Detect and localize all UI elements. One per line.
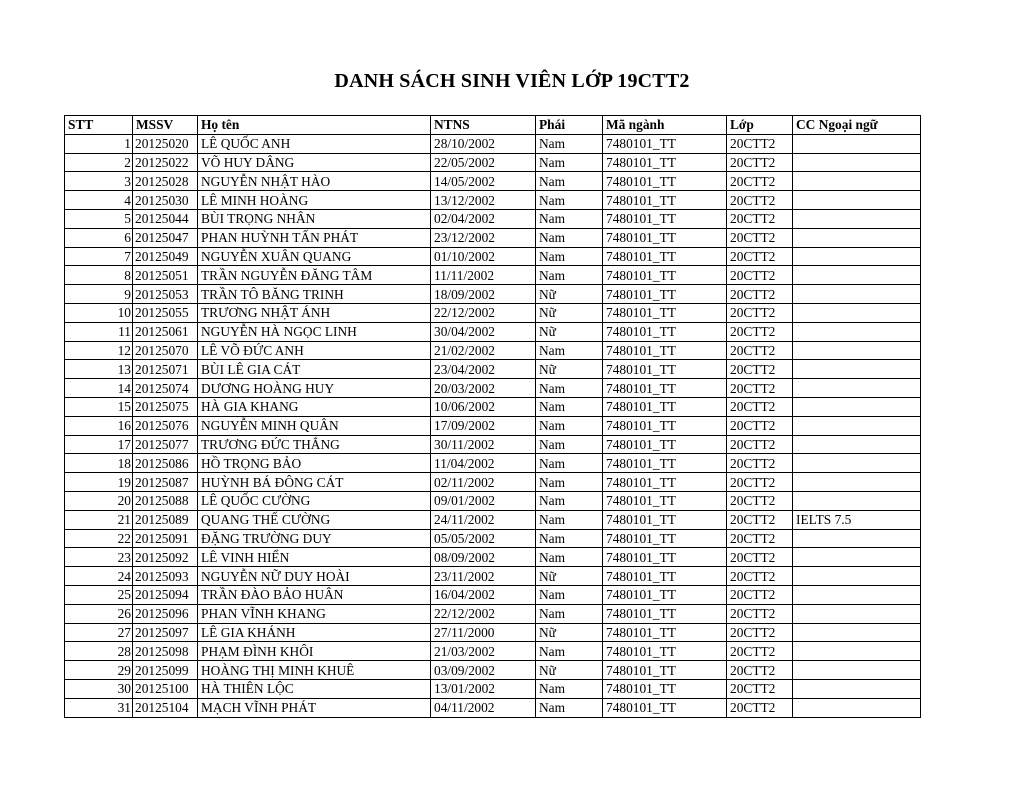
cell-lop: 20CTT2 (727, 397, 793, 416)
cell-ho-ten: LÊ QUỐC CƯỜNG (198, 491, 431, 510)
cell-ntns: 22/12/2002 (431, 303, 536, 322)
cell-ho-ten: NGUYỄN MINH QUÂN (198, 416, 431, 435)
cell-cc-ngoai-ngu (793, 567, 921, 586)
cell-ho-ten: VÕ HUY DÂNG (198, 153, 431, 172)
cell-ho-ten: HOÀNG THỊ MINH KHUÊ (198, 661, 431, 680)
cell-ntns: 22/12/2002 (431, 604, 536, 623)
cell-ho-ten: LÊ MINH HOÀNG (198, 191, 431, 210)
cell-ntns: 08/09/2002 (431, 548, 536, 567)
cell-phai: Nữ (536, 303, 603, 322)
cell-ho-ten: LÊ GIA KHÁNH (198, 623, 431, 642)
cell-ma-nganh: 7480101_TT (603, 529, 727, 548)
cell-cc-ngoai-ngu (793, 153, 921, 172)
cell-cc-ngoai-ngu (793, 228, 921, 247)
table-row (65, 191, 921, 210)
cell-ho-ten: NGUYỄN NHẬT HÀO (198, 172, 431, 191)
cell-cc-ngoai-ngu (793, 585, 921, 604)
cell-mssv: 20125075 (133, 397, 198, 416)
cell-ma-nganh: 7480101_TT (603, 379, 727, 398)
table-row (65, 435, 921, 454)
cell-ho-ten: HUỲNH BÁ ĐÔNG CÁT (198, 473, 431, 492)
cell-ho-ten: NGUYỄN XUÂN QUANG (198, 247, 431, 266)
cell-lop: 20CTT2 (727, 134, 793, 153)
cell-ho-ten: HỒ TRỌNG BẢO (198, 454, 431, 473)
cell-mssv: 20125074 (133, 379, 198, 398)
cell-cc-ngoai-ngu (793, 134, 921, 153)
cell-phai: Nam (536, 698, 603, 717)
cell-ma-nganh: 7480101_TT (603, 661, 727, 680)
cell-lop: 20CTT2 (727, 416, 793, 435)
table-row (65, 585, 921, 604)
cell-stt: 16 (65, 416, 133, 435)
cell-stt: 2 (65, 153, 133, 172)
cell-ma-nganh: 7480101_TT (603, 191, 727, 210)
cell-lop: 20CTT2 (727, 661, 793, 680)
cell-lop: 20CTT2 (727, 435, 793, 454)
col-header-mssv: MSSV (133, 116, 198, 135)
cell-cc-ngoai-ngu (793, 341, 921, 360)
cell-lop: 20CTT2 (727, 303, 793, 322)
cell-phai: Nữ (536, 322, 603, 341)
cell-mssv: 20125099 (133, 661, 198, 680)
cell-lop: 20CTT2 (727, 247, 793, 266)
cell-ma-nganh: 7480101_TT (603, 397, 727, 416)
col-header-lop: Lớp (727, 116, 793, 135)
cell-ntns: 04/11/2002 (431, 698, 536, 717)
cell-cc-ngoai-ngu (793, 266, 921, 285)
cell-stt: 13 (65, 360, 133, 379)
cell-ntns: 03/09/2002 (431, 661, 536, 680)
cell-cc-ngoai-ngu (793, 416, 921, 435)
cell-stt: 15 (65, 397, 133, 416)
cell-phai: Nam (536, 642, 603, 661)
cell-ma-nganh: 7480101_TT (603, 491, 727, 510)
cell-phai: Nam (536, 397, 603, 416)
cell-lop: 20CTT2 (727, 191, 793, 210)
cell-stt: 18 (65, 454, 133, 473)
cell-mssv: 20125030 (133, 191, 198, 210)
cell-mssv: 20125086 (133, 454, 198, 473)
cell-phai: Nam (536, 435, 603, 454)
cell-ntns: 01/10/2002 (431, 247, 536, 266)
cell-ma-nganh: 7480101_TT (603, 134, 727, 153)
cell-ma-nganh: 7480101_TT (603, 454, 727, 473)
cell-stt: 27 (65, 623, 133, 642)
cell-phai: Nam (536, 679, 603, 698)
cell-mssv: 20125047 (133, 228, 198, 247)
cell-mssv: 20125088 (133, 491, 198, 510)
cell-ma-nganh: 7480101_TT (603, 153, 727, 172)
cell-cc-ngoai-ngu (793, 604, 921, 623)
table-row (65, 679, 921, 698)
cell-stt: 20 (65, 491, 133, 510)
cell-ma-nganh: 7480101_TT (603, 247, 727, 266)
cell-mssv: 20125022 (133, 153, 198, 172)
table-row (65, 698, 921, 717)
cell-cc-ngoai-ngu (793, 679, 921, 698)
cell-cc-ngoai-ngu (793, 661, 921, 680)
cell-mssv: 20125044 (133, 209, 198, 228)
cell-mssv: 20125049 (133, 247, 198, 266)
col-header-phai: Phái (536, 116, 603, 135)
table-row (65, 228, 921, 247)
cell-cc-ngoai-ngu (793, 454, 921, 473)
cell-stt: 7 (65, 247, 133, 266)
cell-ntns: 02/04/2002 (431, 209, 536, 228)
cell-mssv: 20125094 (133, 585, 198, 604)
table-row (65, 642, 921, 661)
cell-ma-nganh: 7480101_TT (603, 698, 727, 717)
cell-ho-ten: TRẦN TÔ BĂNG TRINH (198, 285, 431, 304)
cell-ma-nganh: 7480101_TT (603, 266, 727, 285)
cell-phai: Nam (536, 416, 603, 435)
cell-stt: 21 (65, 510, 133, 529)
cell-mssv: 20125076 (133, 416, 198, 435)
cell-cc-ngoai-ngu (793, 698, 921, 717)
cell-lop: 20CTT2 (727, 491, 793, 510)
table-row (65, 454, 921, 473)
table-row (65, 416, 921, 435)
cell-ho-ten: PHẠM ĐÌNH KHÔI (198, 642, 431, 661)
cell-phai: Nam (536, 191, 603, 210)
cell-mssv: 20125092 (133, 548, 198, 567)
cell-lop: 20CTT2 (727, 585, 793, 604)
cell-mssv: 20125051 (133, 266, 198, 285)
cell-phai: Nam (536, 134, 603, 153)
cell-phai: Nam (536, 491, 603, 510)
table-row (65, 473, 921, 492)
cell-lop: 20CTT2 (727, 623, 793, 642)
cell-phai: Nữ (536, 360, 603, 379)
cell-ntns: 23/11/2002 (431, 567, 536, 586)
col-header-ho-ten: Họ tên (198, 116, 431, 135)
cell-phai: Nam (536, 172, 603, 191)
cell-phai: Nam (536, 604, 603, 623)
col-header-ntns: NTNS (431, 116, 536, 135)
cell-ho-ten: QUANG THẾ CƯỜNG (198, 510, 431, 529)
cell-mssv: 20125020 (133, 134, 198, 153)
cell-phai: Nữ (536, 661, 603, 680)
cell-ntns: 16/04/2002 (431, 585, 536, 604)
cell-ma-nganh: 7480101_TT (603, 209, 727, 228)
cell-ntns: 21/03/2002 (431, 642, 536, 661)
table-row (65, 322, 921, 341)
cell-ma-nganh: 7480101_TT (603, 473, 727, 492)
cell-stt: 26 (65, 604, 133, 623)
table-row (65, 379, 921, 398)
cell-ma-nganh: 7480101_TT (603, 679, 727, 698)
cell-ho-ten: PHAN HUỲNH TẤN PHÁT (198, 228, 431, 247)
cell-ma-nganh: 7480101_TT (603, 510, 727, 529)
cell-lop: 20CTT2 (727, 322, 793, 341)
cell-cc-ngoai-ngu (793, 623, 921, 642)
table-row (65, 285, 921, 304)
cell-lop: 20CTT2 (727, 379, 793, 398)
cell-phai: Nam (536, 454, 603, 473)
table-row (65, 397, 921, 416)
cell-phai: Nữ (536, 567, 603, 586)
col-header-stt: STT (65, 116, 133, 135)
cell-cc-ngoai-ngu (793, 548, 921, 567)
cell-phai: Nam (536, 510, 603, 529)
cell-stt: 30 (65, 679, 133, 698)
cell-mssv: 20125055 (133, 303, 198, 322)
table-row (65, 153, 921, 172)
cell-ho-ten: LÊ VINH HIỂN (198, 548, 431, 567)
cell-ho-ten: LÊ VÕ ĐỨC ANH (198, 341, 431, 360)
cell-lop: 20CTT2 (727, 698, 793, 717)
cell-ma-nganh: 7480101_TT (603, 303, 727, 322)
cell-stt: 14 (65, 379, 133, 398)
cell-ntns: 11/04/2002 (431, 454, 536, 473)
cell-cc-ngoai-ngu (793, 642, 921, 661)
cell-ho-ten: TRẦN NGUYỄN ĐĂNG TÂM (198, 266, 431, 285)
cell-phai: Nam (536, 266, 603, 285)
cell-lop: 20CTT2 (727, 529, 793, 548)
cell-mssv: 20125100 (133, 679, 198, 698)
table-row (65, 303, 921, 322)
cell-mssv: 20125093 (133, 567, 198, 586)
table-row (65, 567, 921, 586)
cell-cc-ngoai-ngu (793, 285, 921, 304)
cell-lop: 20CTT2 (727, 567, 793, 586)
cell-stt: 22 (65, 529, 133, 548)
cell-ho-ten: NGUYỄN NỮ DUY HOÀI (198, 567, 431, 586)
cell-stt: 5 (65, 209, 133, 228)
cell-lop: 20CTT2 (727, 604, 793, 623)
cell-ho-ten: TRẦN ĐÀO BẢO HUÂN (198, 585, 431, 604)
cell-cc-ngoai-ngu (793, 360, 921, 379)
cell-ho-ten: TRƯƠNG ĐỨC THẮNG (198, 435, 431, 454)
cell-phai: Nam (536, 529, 603, 548)
cell-ho-ten: BÙI LÊ GIA CÁT (198, 360, 431, 379)
cell-lop: 20CTT2 (727, 209, 793, 228)
cell-phai: Nam (536, 585, 603, 604)
cell-ho-ten: HÀ THIÊN LỘC (198, 679, 431, 698)
cell-phai: Nam (536, 209, 603, 228)
cell-phai: Nam (536, 548, 603, 567)
cell-mssv: 20125091 (133, 529, 198, 548)
cell-ntns: 21/02/2002 (431, 341, 536, 360)
cell-ntns: 10/06/2002 (431, 397, 536, 416)
cell-ntns: 24/11/2002 (431, 510, 536, 529)
cell-stt: 6 (65, 228, 133, 247)
cell-ma-nganh: 7480101_TT (603, 548, 727, 567)
cell-cc-ngoai-ngu (793, 379, 921, 398)
cell-cc-ngoai-ngu (793, 529, 921, 548)
cell-ntns: 30/04/2002 (431, 322, 536, 341)
cell-stt: 8 (65, 266, 133, 285)
cell-cc-ngoai-ngu (793, 247, 921, 266)
cell-phai: Nam (536, 473, 603, 492)
cell-ntns: 28/10/2002 (431, 134, 536, 153)
cell-lop: 20CTT2 (727, 473, 793, 492)
table-row (65, 360, 921, 379)
table-row (65, 266, 921, 285)
cell-ho-ten: DƯƠNG HOÀNG HUY (198, 379, 431, 398)
cell-cc-ngoai-ngu (793, 435, 921, 454)
cell-stt: 23 (65, 548, 133, 567)
cell-ho-ten: MẠCH VĨNH PHÁT (198, 698, 431, 717)
table-row (65, 209, 921, 228)
cell-ma-nganh: 7480101_TT (603, 642, 727, 661)
cell-ntns: 13/01/2002 (431, 679, 536, 698)
cell-lop: 20CTT2 (727, 172, 793, 191)
cell-lop: 20CTT2 (727, 228, 793, 247)
cell-stt: 12 (65, 341, 133, 360)
cell-ma-nganh: 7480101_TT (603, 285, 727, 304)
table-row (65, 341, 921, 360)
cell-phai: Nam (536, 153, 603, 172)
cell-mssv: 20125053 (133, 285, 198, 304)
table-header-row (65, 116, 921, 135)
cell-ntns: 27/11/2000 (431, 623, 536, 642)
col-header-cc-ngoai-ngu: CC Ngoại ngữ (793, 116, 921, 135)
cell-mssv: 20125104 (133, 698, 198, 717)
cell-ma-nganh: 7480101_TT (603, 567, 727, 586)
table-body (65, 134, 921, 717)
cell-lop: 20CTT2 (727, 642, 793, 661)
table-row (65, 529, 921, 548)
cell-lop: 20CTT2 (727, 360, 793, 379)
cell-stt: 11 (65, 322, 133, 341)
cell-ma-nganh: 7480101_TT (603, 322, 727, 341)
cell-stt: 9 (65, 285, 133, 304)
cell-ma-nganh: 7480101_TT (603, 228, 727, 247)
table-row (65, 491, 921, 510)
cell-ntns: 02/11/2002 (431, 473, 536, 492)
cell-stt: 1 (65, 134, 133, 153)
cell-stt: 31 (65, 698, 133, 717)
table-row (65, 548, 921, 567)
cell-lop: 20CTT2 (727, 266, 793, 285)
cell-ho-ten: NGUYỄN HÀ NGỌC LINH (198, 322, 431, 341)
cell-ho-ten: PHAN VĨNH KHANG (198, 604, 431, 623)
table-row (65, 172, 921, 191)
cell-mssv: 20125098 (133, 642, 198, 661)
cell-phai: Nam (536, 247, 603, 266)
cell-stt: 25 (65, 585, 133, 604)
cell-mssv: 20125071 (133, 360, 198, 379)
cell-ma-nganh: 7480101_TT (603, 341, 727, 360)
cell-phai: Nam (536, 341, 603, 360)
cell-ntns: 09/01/2002 (431, 491, 536, 510)
table-row (65, 661, 921, 680)
cell-lop: 20CTT2 (727, 153, 793, 172)
cell-mssv: 20125077 (133, 435, 198, 454)
cell-ntns: 30/11/2002 (431, 435, 536, 454)
cell-lop: 20CTT2 (727, 679, 793, 698)
cell-lop: 20CTT2 (727, 510, 793, 529)
cell-ho-ten: ĐẶNG TRƯỜNG DUY (198, 529, 431, 548)
cell-ho-ten: BÙI TRỌNG NHÂN (198, 209, 431, 228)
cell-cc-ngoai-ngu (793, 473, 921, 492)
cell-cc-ngoai-ngu: IELTS 7.5 (793, 510, 921, 529)
table-row (65, 604, 921, 623)
cell-stt: 24 (65, 567, 133, 586)
table-row (65, 134, 921, 153)
cell-mssv: 20125028 (133, 172, 198, 191)
col-header-ma-nganh: Mã ngành (603, 116, 727, 135)
cell-stt: 17 (65, 435, 133, 454)
cell-mssv: 20125097 (133, 623, 198, 642)
cell-stt: 29 (65, 661, 133, 680)
cell-mssv: 20125087 (133, 473, 198, 492)
cell-ntns: 22/05/2002 (431, 153, 536, 172)
cell-ma-nganh: 7480101_TT (603, 360, 727, 379)
cell-ntns: 05/05/2002 (431, 529, 536, 548)
table-row (65, 247, 921, 266)
cell-phai: Nam (536, 379, 603, 398)
cell-ntns: 13/12/2002 (431, 191, 536, 210)
cell-phai: Nam (536, 228, 603, 247)
page-title: DANH SÁCH SINH VIÊN LỚP 19CTT2 (334, 70, 690, 92)
cell-cc-ngoai-ngu (793, 491, 921, 510)
cell-phai: Nữ (536, 285, 603, 304)
cell-ntns: 23/12/2002 (431, 228, 536, 247)
cell-ma-nganh: 7480101_TT (603, 416, 727, 435)
cell-ntns: 18/09/2002 (431, 285, 536, 304)
cell-cc-ngoai-ngu (793, 172, 921, 191)
cell-phai: Nữ (536, 623, 603, 642)
cell-stt: 10 (65, 303, 133, 322)
table-row (65, 510, 921, 529)
cell-ntns: 23/04/2002 (431, 360, 536, 379)
cell-mssv: 20125089 (133, 510, 198, 529)
cell-cc-ngoai-ngu (793, 209, 921, 228)
cell-mssv: 20125096 (133, 604, 198, 623)
cell-mssv: 20125070 (133, 341, 198, 360)
cell-ho-ten: TRƯƠNG NHẬT ÁNH (198, 303, 431, 322)
cell-ma-nganh: 7480101_TT (603, 585, 727, 604)
cell-stt: 4 (65, 191, 133, 210)
cell-ntns: 20/03/2002 (431, 379, 536, 398)
cell-lop: 20CTT2 (727, 285, 793, 304)
cell-stt: 19 (65, 473, 133, 492)
cell-lop: 20CTT2 (727, 454, 793, 473)
cell-cc-ngoai-ngu (793, 191, 921, 210)
cell-ho-ten: LÊ QUỐC ANH (198, 134, 431, 153)
student-table (64, 115, 921, 718)
cell-ntns: 14/05/2002 (431, 172, 536, 191)
cell-ntns: 17/09/2002 (431, 416, 536, 435)
cell-stt: 28 (65, 642, 133, 661)
cell-cc-ngoai-ngu (793, 303, 921, 322)
table-row (65, 623, 921, 642)
cell-ma-nganh: 7480101_TT (603, 172, 727, 191)
cell-ntns: 11/11/2002 (431, 266, 536, 285)
cell-ho-ten: HÀ GIA KHANG (198, 397, 431, 416)
cell-cc-ngoai-ngu (793, 397, 921, 416)
cell-ma-nganh: 7480101_TT (603, 604, 727, 623)
cell-lop: 20CTT2 (727, 341, 793, 360)
cell-ma-nganh: 7480101_TT (603, 435, 727, 454)
cell-stt: 3 (65, 172, 133, 191)
cell-cc-ngoai-ngu (793, 322, 921, 341)
cell-lop: 20CTT2 (727, 548, 793, 567)
cell-ma-nganh: 7480101_TT (603, 623, 727, 642)
cell-mssv: 20125061 (133, 322, 198, 341)
